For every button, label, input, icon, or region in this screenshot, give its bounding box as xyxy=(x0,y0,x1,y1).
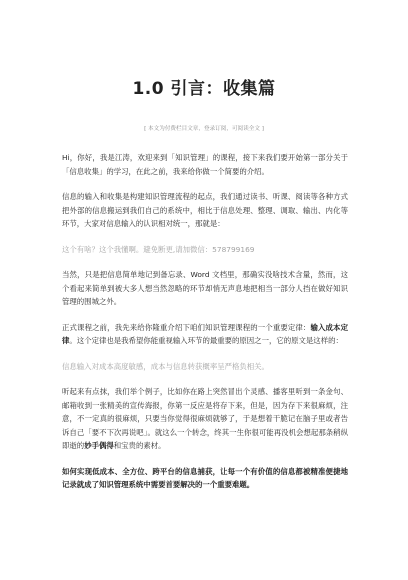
article-body xyxy=(62,151,348,504)
paragraph-input-cost-law xyxy=(62,321,348,348)
paragraph-intro: Hi，你好，我是江涛，欢迎来到「知识管理」的课程，接下来我们要开始第一部分关于「信息收集」的学习，在此之前，我来给你做一个简要的介绍。 xyxy=(62,153,348,176)
paywall-notice: [ 本文为付费栏目文章，登录订阅，可阅读全文 ] xyxy=(144,126,264,132)
paragraph-example xyxy=(62,385,348,453)
text-segment: 听起来有点抹，我们举个例子，比如你在路上突然冒出个灵感、播客里听到一条金句、邮箱收到一张精美的宣传海报，你第一反应是将存下来，但是，因为存下来很麻烦，注意，不一定真的很麻烦，只要当你觉得很麻烦就够了，于是想着干脆记在脑子里或者告诉自己「要不下次再说吧」。就这么一个转念，终其一生你很可能再没机会想起那条稍纵即逝的 xyxy=(62,387,348,450)
paragraph-info-input: 信息的输入和收集是构建知识管理流程的起点，我们通过读书、听课、阅读等各种方式把外部的信息搬运到我们自己的系统中，相比于信息处理、整理、调取、输出、内化等环节，大家对信息输入的认识相对统一，那就是： xyxy=(62,192,348,228)
text-segment: 。这个定律也是我希望你能重视输入环节的最重要的原因之一，它的原文是这样的： xyxy=(69,336,343,345)
bold-term: 输入成本定律 xyxy=(62,322,348,345)
bold-term: 妙手偶得 xyxy=(84,441,114,450)
paragraph-simple-recording: 当然，只是把信息简单地记到备忘录、Word 文档里，那确实没啥技术含量，然而，这个看起来简单到被大多人想当然忽略的环节却悄无声息地把相当一部分人挡在做好知识管理的围城之外。 xyxy=(62,270,348,306)
text-segment: 正式课程之前，我先来给你隆重介绍下咱们知识管理课程的一个重要定律： xyxy=(62,322,311,332)
paragraph-law-quote: 信息输入对成本高度敏感，成本与信息转获概率呈严格负相关。 xyxy=(62,361,269,371)
page-title: 1.0 引言：收集篇 xyxy=(132,79,276,99)
paragraph-quote: 这个有啥？这个我懂啊。避免断更,请加微信：578799169 xyxy=(62,244,255,254)
text-segment: 和宝贵的素材。 xyxy=(113,441,166,450)
paragraph-key-problem: 如何实现低成本、全方位、跨平台的信息捕获，让每一个有价值的信息都被精准便捷地记录就成了知识管理系统中需要首要解决的一个重要难题。 xyxy=(62,466,348,489)
